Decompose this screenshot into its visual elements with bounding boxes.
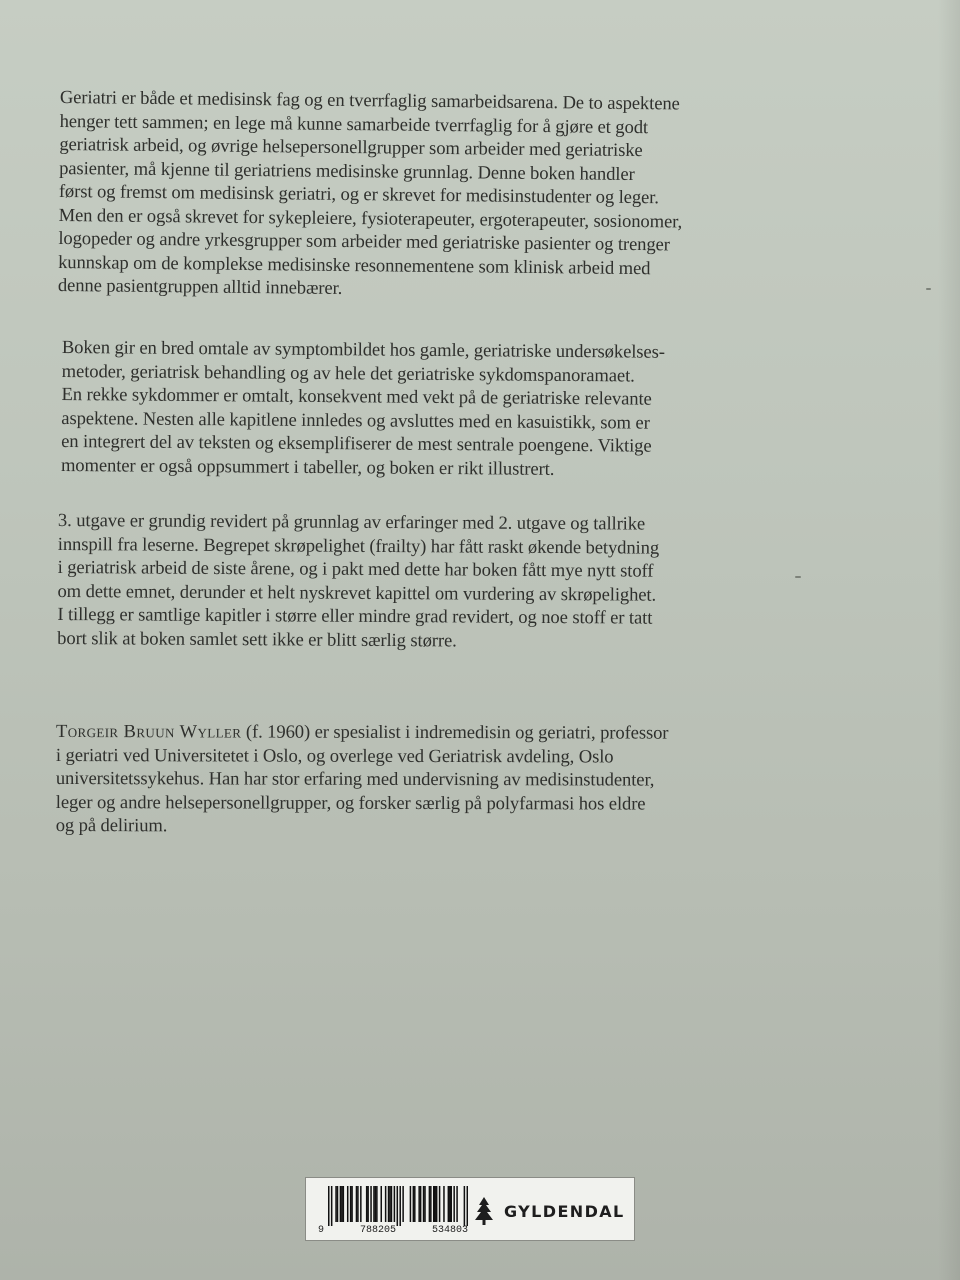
barcode-label — [305, 1177, 635, 1241]
publisher-name: GYLDENDAL — [504, 1201, 625, 1221]
author-bio-text: (f. 1960) er spesialist i indremedisin og geriatri, professor — [241, 721, 669, 744]
isbn-barcode — [328, 1186, 468, 1226]
barcode-bar — [456, 1186, 458, 1222]
text-line: 3. utgave er grundig revidert på grunnlag av erfaringer med 2. utgave og tallrike — [57, 509, 646, 535]
text-line: Boken gir en bred omtale av symptombildet hos gamle, geriatriske undersøkelses- — [61, 336, 665, 363]
barcode-bar — [443, 1186, 445, 1222]
text-line: I tillegg er samtlige kapitler i større eller mindre grad revidert, og noe stoff er tatt — [57, 603, 653, 629]
isbn-right-digits: 534803 — [431, 1225, 468, 1236]
text-line: og på delirium. — [55, 814, 168, 837]
barcode-bar — [433, 1186, 435, 1222]
barcode-bar — [385, 1186, 387, 1222]
barcode-bar — [410, 1186, 412, 1222]
text-line: pasienter, må kjenne til geriatriens medisinske grunnlag. Denne boken handler — [59, 157, 635, 185]
barcode-bar — [436, 1186, 438, 1222]
cover-edge-shadow — [938, 0, 960, 1280]
description-paragraph-2 — [61, 336, 738, 482]
barcode-bar — [394, 1186, 396, 1222]
text-line: Geriatri er både et medisinsk fag og en tverrfaglig samarbeidsarena. De to aspektene — [59, 86, 680, 115]
text-line: metoder, geriatrisk behandling og av hele det geriatriske sykdomspanoramaet. — [61, 360, 635, 386]
barcode-bar — [453, 1186, 455, 1222]
text-line: henger tett sammen; en lege må kunne samarbeide tverrfaglig for å gjøre et godt — [59, 110, 649, 138]
barcode-bar — [367, 1186, 369, 1222]
text-line: om dette emnet, derunder et helt nyskrevet kapittel om vurdering av skrøpelighet. — [57, 580, 657, 606]
text-line: universitetssykehus. Han har stor erfaring med undervisning av medisinstudenter, — [55, 767, 655, 791]
barcode-bar — [357, 1186, 359, 1222]
barcode-bar — [375, 1186, 377, 1222]
barcode-bar — [397, 1186, 399, 1226]
barcode-bar — [388, 1186, 390, 1222]
barcode-bar — [350, 1186, 352, 1222]
barcode-bar — [376, 1186, 378, 1222]
cover-speck — [926, 288, 931, 290]
barcode-bar — [391, 1186, 393, 1222]
text-line: aspektene. Nesten alle kapitlene innledes og avsluttes med en kasuistikk, som er — [61, 407, 650, 434]
text-line: leger og andre helsepersonellgrupper, og forsker særlig på polyfarmasi hos eldre — [55, 791, 646, 815]
text-line: først og fremst om medisinsk geriatri, og er skrevet for medisinstudenter og leger. — [58, 180, 659, 209]
text-line: i geriatri ved Universitetet i Oslo, og overlege ved Geriatrisk avdeling, Oslo — [55, 744, 614, 767]
text-line: innspill fra leserne. Begrepet skrøpelighet (frailty) har fått raskt økende betydning — [57, 533, 660, 559]
isbn-number — [318, 1225, 468, 1236]
barcode-bar — [331, 1186, 333, 1226]
barcode-bar — [467, 1186, 468, 1226]
text-line: momenter er også oppsummert i tabeller, og boken er rikt illustrert. — [60, 454, 555, 480]
barcode-bar — [373, 1186, 375, 1222]
barcode-bar — [439, 1186, 441, 1222]
barcode-bar — [356, 1186, 358, 1222]
barcode-bar — [341, 1186, 343, 1222]
barcode-bar — [366, 1186, 368, 1222]
barcode-bar — [430, 1186, 432, 1222]
text-line: i geriatrisk arbeid de siste årene, og i pakt med dette har boken fått mye nytt stoff — [57, 556, 654, 582]
author-bio-first-line — [56, 720, 732, 745]
author-name: Torgeir Bruun Wyller — [55, 721, 242, 743]
pine-tree-icon — [472, 1196, 496, 1226]
text-line: En rekke sykdommer er omtalt, konsekvent med vekt på de geriatriske relevante — [61, 383, 652, 410]
text-line: bort slik at boken samlet sett ikke er blitt særlig større. — [57, 627, 457, 651]
author-bio — [56, 720, 732, 839]
barcode-bar — [335, 1186, 337, 1222]
text-line: denne pasientgruppen alltid innebærer. — [57, 274, 343, 299]
barcode-bar — [451, 1186, 453, 1222]
barcode-bar — [370, 1186, 372, 1222]
isbn-left-digits: 788205 — [359, 1225, 396, 1236]
text-line: kunnskap om de komplekse medisinske resonnementene som klinisk arbeid med — [58, 251, 651, 279]
barcode-bar — [448, 1186, 450, 1222]
barcode-bar — [420, 1186, 422, 1222]
description-paragraph-1 — [58, 86, 736, 305]
edition-paragraph — [57, 509, 734, 654]
barcode-bar — [424, 1186, 426, 1222]
barcode-bar — [399, 1186, 401, 1226]
barcode-bar — [351, 1186, 353, 1222]
publisher-logo — [472, 1196, 625, 1226]
barcode-bar — [328, 1186, 330, 1226]
text-line: logopeder og andre yrkesgrupper som arbeider med geriatriske pasienter og trenger — [58, 227, 670, 256]
barcode-bar — [434, 1186, 436, 1222]
barcode-bar — [402, 1186, 404, 1222]
barcode-bar — [340, 1186, 342, 1222]
barcode-bar — [347, 1186, 349, 1222]
text-line: geriatrisk arbeid, og øvrige helsepersonellgrupper som arbeider med geriatriske — [59, 133, 643, 162]
barcode-bar — [413, 1186, 415, 1222]
barcode-bar — [343, 1186, 345, 1222]
barcode-bar — [360, 1186, 362, 1222]
barcode-bar — [418, 1186, 420, 1222]
barcode-bar — [423, 1186, 425, 1222]
barcode-bar — [381, 1186, 383, 1222]
barcode-bar — [449, 1186, 451, 1222]
isbn-lead-digit: 9 — [318, 1225, 325, 1236]
barcode-bar — [464, 1186, 466, 1226]
cover-speck — [795, 576, 801, 578]
text-line: en integrert del av teksten og eksemplifiserer de mest sentrale poengene. Viktige — [61, 430, 652, 457]
barcode-bar — [389, 1186, 391, 1222]
barcode-bar — [337, 1186, 339, 1222]
barcode-bar — [414, 1186, 416, 1222]
barcode-bar — [429, 1186, 431, 1222]
text-line: Men den er også skrevet for sykepleiere, fysioterapeuter, ergoterapeuter, sosionomer, — [58, 204, 683, 233]
